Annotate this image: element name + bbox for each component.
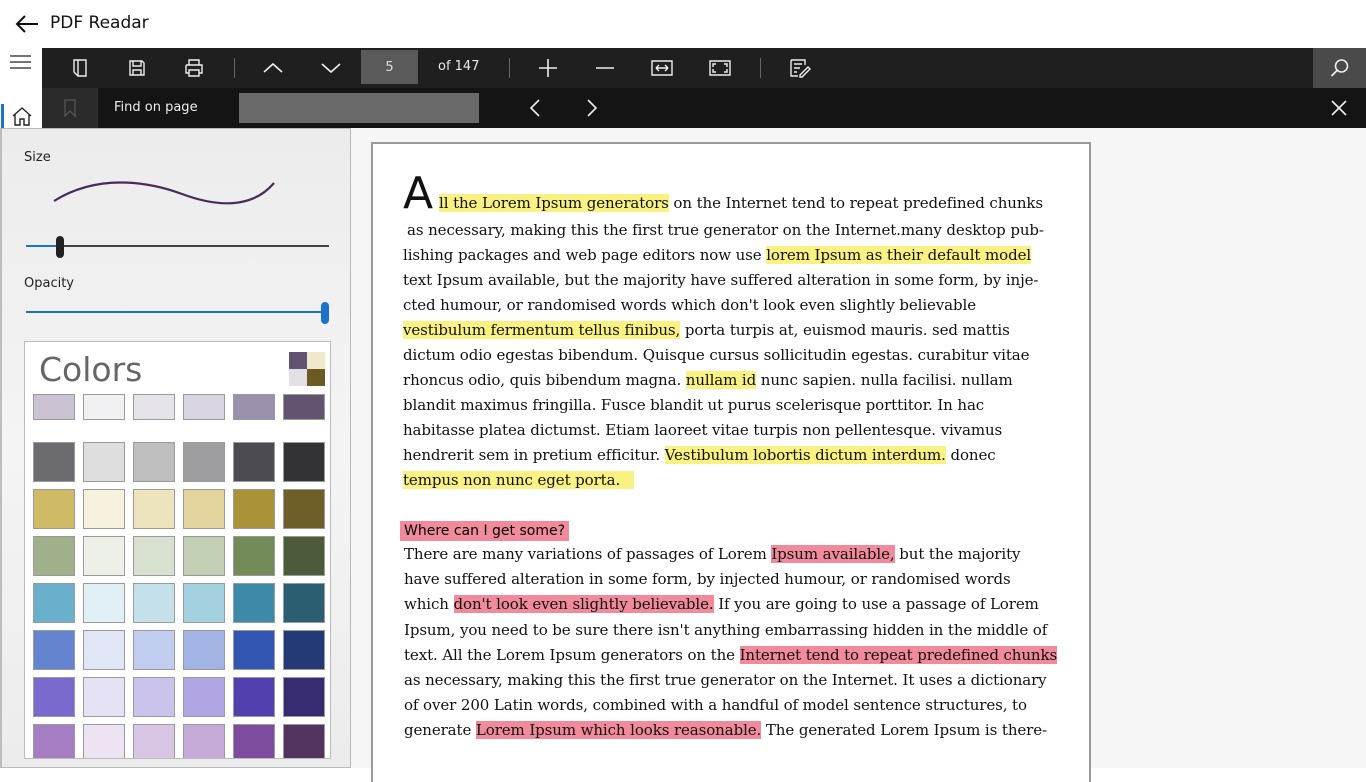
text-line: which don't look even slightly believable. If you are going to use a passage of Lorem <box>404 595 1039 613</box>
color-swatch[interactable] <box>183 724 225 759</box>
color-swatch[interactable] <box>283 489 325 529</box>
color-swatch[interactable] <box>133 489 175 529</box>
find-on-page-label: Find on page <box>114 100 198 115</box>
color-swatch[interactable] <box>133 442 175 482</box>
text-line: have suffered alteration in some form, by injected humour, or randomised words <box>404 570 1011 588</box>
text-line: vestibulum fermentum tellus finibus, porta turpis at, euismod mauris. sed mattis <box>403 321 1010 339</box>
color-swatch[interactable] <box>183 536 225 576</box>
toolbar <box>42 48 1366 88</box>
opacity-slider[interactable] <box>26 302 329 322</box>
color-swatch[interactable] <box>83 630 125 670</box>
chevron-down-icon[interactable] <box>315 52 347 84</box>
color-swatch[interactable] <box>33 583 75 623</box>
highlight-yellow: Vestibulum lobortis dictum interdum. <box>664 446 946 464</box>
sidebar-toggle-icon[interactable] <box>64 52 96 84</box>
text-line: cted humour, or randomised words which don't look even slightly believable <box>403 296 977 314</box>
color-swatch[interactable] <box>183 394 225 420</box>
highlight-pink: Internet tend to repeat predefined chunks <box>739 646 1058 664</box>
page-total-label: of 147 <box>438 59 480 74</box>
find-next-icon[interactable] <box>580 96 604 120</box>
plus-icon[interactable] <box>532 52 564 84</box>
custom-color-swatch[interactable] <box>289 352 325 386</box>
color-swatch[interactable] <box>33 724 75 759</box>
color-swatch[interactable] <box>233 583 275 623</box>
text-line: dictum odio egestas bibendum. Quisque cursus sollicitudin egestas. curabitur vitae <box>403 346 1030 364</box>
text-line: text Ipsum available, but the majority have suffered alteration in some form, by inje- <box>403 271 1039 289</box>
toolbar-divider <box>509 58 510 78</box>
color-swatch[interactable] <box>33 677 75 717</box>
highlight-yellow: lorem Ipsum as their default model <box>766 246 1032 264</box>
print-icon[interactable] <box>178 52 210 84</box>
highlight-yellow: vestibulum fermentum tellus finibus, <box>403 321 681 339</box>
annotate-icon[interactable] <box>784 52 816 84</box>
fit-width-icon[interactable] <box>646 52 678 84</box>
document-viewer <box>351 128 1366 768</box>
colors-title: Colors <box>39 350 143 389</box>
highlight-pink: don't look even slightly believable. <box>453 595 714 613</box>
color-swatch[interactable] <box>183 630 225 670</box>
color-swatch[interactable] <box>283 724 325 759</box>
color-swatch[interactable] <box>283 677 325 717</box>
size-slider-track <box>64 245 329 247</box>
color-swatch[interactable] <box>133 630 175 670</box>
color-swatch[interactable] <box>283 583 325 623</box>
color-swatch[interactable] <box>233 677 275 717</box>
color-swatch[interactable] <box>233 489 275 529</box>
toolbar-divider <box>760 58 761 78</box>
text-line: of over 200 Latin words, combined with a handful of model sentence structures, to <box>404 696 1027 714</box>
chevron-up-icon[interactable] <box>257 52 289 84</box>
text-line: hendrerit sem in pretium efficitur. Vestibulum lobortis dictum interdum. donec <box>403 446 996 464</box>
color-swatch[interactable] <box>183 677 225 717</box>
color-swatch[interactable] <box>233 442 275 482</box>
color-swatch[interactable] <box>33 489 75 529</box>
highlight-pink: Ipsum available, <box>771 545 895 563</box>
opacity-slider-fill <box>26 311 321 313</box>
text-line: as necessary, making this the first true generator on the Internet. It uses a dictionary <box>404 671 1047 689</box>
save-icon[interactable] <box>121 52 153 84</box>
text-line: as necessary, making this the first true generator on the Internet.many desktop pub- <box>407 221 1044 239</box>
stroke-preview <box>52 179 277 209</box>
text-line: rhoncus odio, quis bibendum magna. nullam id nunc sapien. nulla facilisi. nullam <box>403 371 1013 389</box>
color-swatch[interactable] <box>233 536 275 576</box>
custom-color-cell <box>307 352 325 369</box>
highlight-yellow: nullam id <box>685 371 757 389</box>
color-swatch[interactable] <box>283 630 325 670</box>
color-swatch[interactable] <box>133 536 175 576</box>
pdf-page <box>371 142 1091 782</box>
text-line: There are many variations of passages of Lorem Ipsum available, but the majority <box>404 545 1021 563</box>
color-swatch[interactable] <box>283 442 325 482</box>
text-line: blandit maximus fringilla. Fusce blandit ut purus scelerisque porttitor. In hac <box>403 396 985 414</box>
color-swatch[interactable] <box>233 724 275 759</box>
opacity-label: Opacity <box>24 276 75 291</box>
custom-color-cell <box>289 369 307 386</box>
color-swatch[interactable] <box>33 630 75 670</box>
text-line: generate Lorem Ipsum which looks reasonable. The generated Lorem Ipsum is there- <box>404 721 1047 739</box>
color-swatch[interactable] <box>83 442 125 482</box>
drop-cap: A <box>403 168 434 219</box>
color-swatch[interactable] <box>233 630 275 670</box>
close-icon[interactable] <box>1327 96 1351 120</box>
color-swatch[interactable] <box>33 442 75 482</box>
highlight-yellow: tempus non nunc eget porta. <box>403 471 635 489</box>
color-swatch[interactable] <box>83 536 125 576</box>
pen-settings-panel <box>0 128 351 768</box>
hamburger-menu-icon[interactable] <box>10 54 32 70</box>
color-swatch[interactable] <box>83 724 125 759</box>
page-number-input[interactable]: 5 <box>361 50 418 84</box>
color-swatch[interactable] <box>183 442 225 482</box>
find-previous-icon[interactable] <box>523 96 547 120</box>
back-arrow-icon[interactable] <box>14 12 40 36</box>
custom-color-cell <box>289 352 307 369</box>
size-slider-thumb[interactable] <box>56 236 64 258</box>
color-swatch[interactable] <box>83 394 125 420</box>
app-title: PDF Readar <box>50 13 149 33</box>
title-bar <box>0 0 1366 48</box>
size-slider[interactable] <box>26 236 329 256</box>
bookmark-icon[interactable] <box>42 88 98 128</box>
color-swatch[interactable] <box>183 489 225 529</box>
text-line: Ipsum, you need to be sure there isn't anything embarrassing hidden in the middle of <box>404 621 1048 639</box>
color-swatch[interactable] <box>133 394 175 420</box>
color-swatch[interactable] <box>83 489 125 529</box>
opacity-slider-thumb[interactable] <box>321 302 329 324</box>
size-slider-fill <box>26 245 56 247</box>
nav-rail <box>0 48 42 128</box>
section-heading: Where can I get some? <box>400 521 569 541</box>
highlight-yellow: ll the Lorem Ipsum generators <box>439 194 669 212</box>
home-icon[interactable] <box>0 104 42 128</box>
highlight-pink: Lorem Ipsum which looks reasonable. <box>475 721 762 739</box>
custom-color-cell <box>307 369 325 386</box>
find-bar <box>42 88 1366 128</box>
color-swatch[interactable] <box>233 394 275 420</box>
color-swatch[interactable] <box>283 536 325 576</box>
color-swatch[interactable] <box>83 583 125 623</box>
find-input[interactable] <box>239 93 479 123</box>
colors-palette <box>24 341 331 759</box>
text-line: ll the Lorem Ipsum generators on the Internet tend to repeat predefined chunks <box>439 194 1044 212</box>
fullscreen-icon[interactable] <box>704 52 736 84</box>
color-swatch[interactable] <box>133 677 175 717</box>
text-line: lishing packages and web page editors now use lorem Ipsum as their default model <box>403 246 1032 264</box>
color-swatch[interactable] <box>133 724 175 759</box>
color-swatch[interactable] <box>283 394 325 420</box>
minus-icon[interactable] <box>589 52 621 84</box>
color-swatch[interactable] <box>83 677 125 717</box>
size-label: Size <box>24 150 51 165</box>
toolbar-divider <box>234 58 235 78</box>
search-icon[interactable] <box>1313 48 1366 88</box>
color-swatch[interactable] <box>133 583 175 623</box>
color-swatch[interactable] <box>183 583 225 623</box>
color-swatch[interactable] <box>33 536 75 576</box>
text-line: habitasse platea dictumst. Etiam laoreet vitae turpis non pellentesque. vivamus <box>403 421 1003 439</box>
color-swatch[interactable] <box>33 394 75 420</box>
text-line <box>403 471 634 489</box>
text-line: text. All the Lorem Ipsum generators on the Internet tend to repeat predefined chunks <box>404 646 1058 664</box>
